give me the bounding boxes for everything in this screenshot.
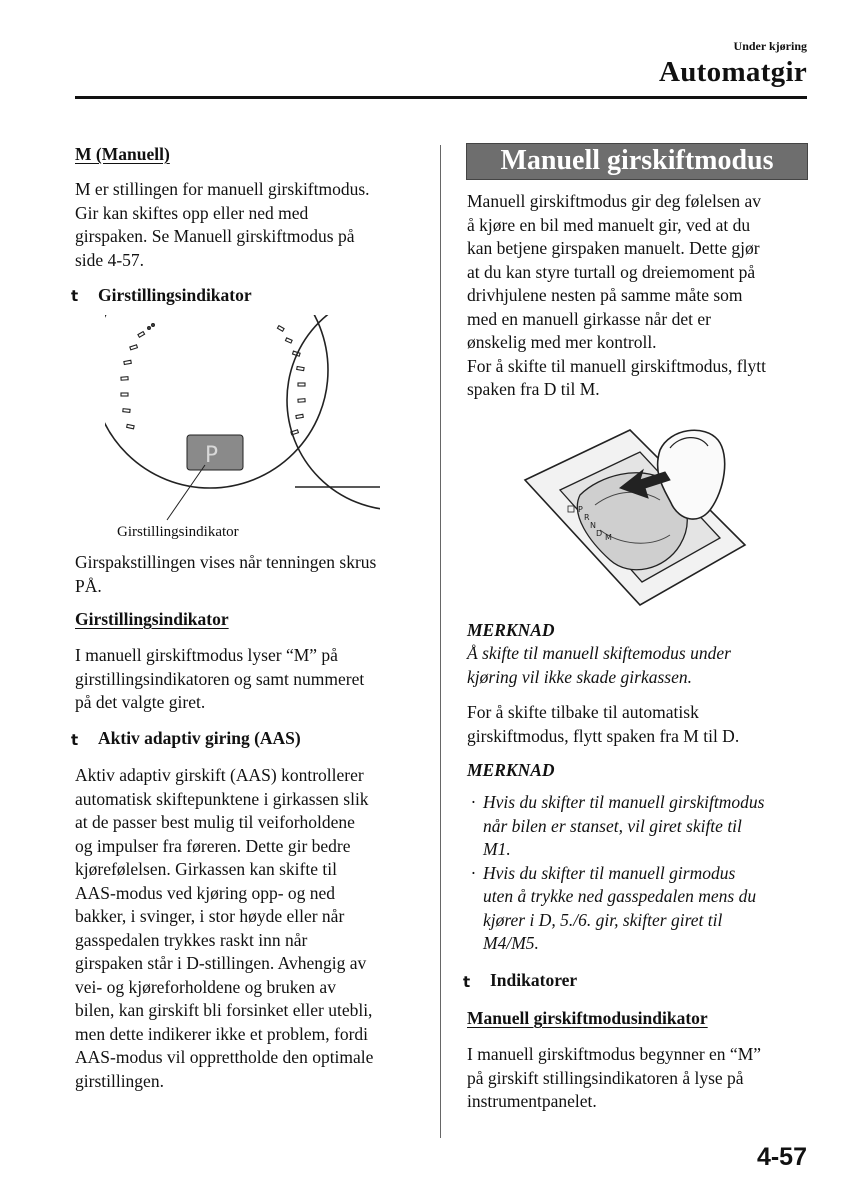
- back-text: For å skifte tilbake til automatisk girskiftmodus, flytt spaken fra M til D.: [467, 702, 740, 746]
- note2-title: MERKNAD: [467, 760, 555, 780]
- section-marker-icon: t: [71, 731, 79, 749]
- header-rule: [75, 96, 807, 99]
- m-text: M er stillingen for manuell girskiftmodus. Gir kan skiftes opp eller ned med girspaken. Se Manuell girskiftmodus på side 4-57.: [75, 179, 370, 270]
- bullet-dot-icon: ·: [471, 862, 476, 883]
- manual-mode-intro: Manuell girskiftmodus gir deg følelsen av å kjøre en bil med manuelt gir, ved at du kan betjene girspaken manuelt. Dette gjør at du kan styre turtall og dreiemoment på drivhjulene nesten på samme måte som med en manuell girkasse når det er ønskelig med mer kontroll. For å skifte til manuell girskiftmodus, flytt spaken fra D til M.: [467, 191, 766, 399]
- shifter-label-n: N: [590, 521, 596, 530]
- gauge-caption: Girstillingsindikator: [117, 524, 239, 540]
- aas-heading: Aktiv adaptiv giring (AAS): [98, 728, 301, 748]
- indicators-sub-heading: Manuell girskiftmodusindikator: [467, 1008, 708, 1028]
- page-number: 4-57: [756, 1143, 807, 1171]
- note1-text: Å skifte til manuell skiftemodus under kjøring vil ikke skade girkassen.: [467, 643, 731, 687]
- shifter-label-m: M: [605, 533, 612, 542]
- note2-bullet: · Hvis du skifter til manuell girmodus uten å trykke ned gasspedalen mens du kjører i D, 5./6. gir, skifter giret til M4/M5.: [471, 862, 757, 953]
- note2-bullet: · Hvis du skifter til manuell girskiftmodus når bilen er stanset, vil giret skifte til M1.: [471, 792, 765, 859]
- shifter-label-r: R: [584, 513, 590, 522]
- section-banner: [466, 143, 808, 180]
- gear-position-gauge-illustration: [105, 315, 380, 525]
- indicator-heading: Girstillingsindikator: [98, 285, 252, 305]
- indicator-sub-heading: Girstillingsindikator: [75, 609, 229, 629]
- note2-list: [467, 791, 807, 956]
- shifter-label-p: P: [578, 505, 583, 514]
- gear-shifter-illustration: [520, 420, 750, 610]
- indicator-sub-text: I manuell girskiftmodus lyser “M” på girstillingsindikatoren og samt nummeret på det valgte giret.: [75, 645, 365, 712]
- indicators-text: I manuell girskiftmodus begynner en “M” på girskift stillingsindikatoren å lyse på instrumentpanelet.: [467, 1044, 762, 1111]
- section-header: Under kjøring: [733, 39, 807, 53]
- section-marker-icon: t: [463, 973, 471, 991]
- section-marker-icon: t: [71, 287, 79, 305]
- aas-text: Aktiv adaptiv girskift (AAS) kontrollerer automatisk skiftepunktene i girkassen slik at de passer best mulig til veiforholdene og impulser fra føreren. Dette gir bedre kjørefølelsen. Girkassen kan skifte til AAS-modus ved kjøring opp- og ned bakker, i svinger, i stor høyde eller når gasspedalen trykkes raskt inn når girspaken står i D-stillingen. Avhengig av vei- og kjøreforholdene og bruken av bilen, kan girskift bli forsinket eller utebli, men dette indikerer ikke et problem, fordi AAS-modus vil opprettholde den optimale girstillingen.: [75, 765, 374, 1091]
- indicator-text: Girspakstillingen vises når tenningen skrus PÅ.: [75, 552, 377, 596]
- shifter-label-d: D: [596, 529, 603, 538]
- gauge-display-text: P: [205, 443, 219, 468]
- indicators-heading: Indikatorer: [490, 970, 578, 990]
- bullet-dot-icon: ·: [471, 792, 476, 812]
- note1-title: MERKNAD: [467, 620, 555, 640]
- page-title: Automatgir: [659, 56, 807, 88]
- column-divider: [440, 145, 441, 1138]
- banner-title: Manuell girskiftmodus: [500, 145, 774, 176]
- m-heading: M (Manuell): [75, 144, 170, 164]
